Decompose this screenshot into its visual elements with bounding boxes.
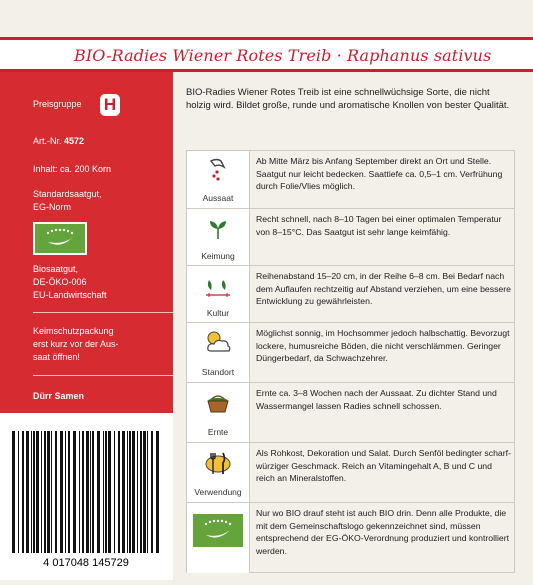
barcode-digits: 4 017048 145729 xyxy=(43,557,129,569)
barcode-bar xyxy=(18,431,19,553)
row-text: Recht schnell, nach 8–10 Tagen bei einer optimalen Temperatur von 8–15°C. Das Saatgut ist sehr lange keimfähig. xyxy=(256,214,502,237)
barcode-bar xyxy=(156,431,159,553)
barcode-bar xyxy=(36,431,39,553)
barcode-bar xyxy=(147,431,148,553)
barcode-bar xyxy=(108,431,111,553)
content-amount: Inhalt: ca. 200 Korn xyxy=(33,164,112,174)
sprout-icon xyxy=(203,213,233,243)
table-row xyxy=(187,502,514,573)
product-title: BIO-Radies Wiener Rotes Treib · Raphanus sativus xyxy=(74,46,492,65)
divider xyxy=(33,312,173,313)
barcode-bar xyxy=(33,431,35,553)
info-table xyxy=(186,150,515,573)
price-group-badge: H xyxy=(100,94,120,116)
eu-organic-logo-icon xyxy=(193,514,243,547)
article-number: Art.-Nr. 4572 xyxy=(33,136,85,146)
table-row xyxy=(187,322,514,383)
barcode xyxy=(0,413,173,580)
barcode-bar xyxy=(82,431,84,553)
barcode-bar xyxy=(51,431,52,553)
barcode-bar xyxy=(31,431,32,553)
barcode-bar xyxy=(151,431,153,553)
barcode-bar xyxy=(103,431,104,553)
barcode-bar xyxy=(47,431,50,553)
barcode-bar xyxy=(65,431,66,553)
barcode-bar xyxy=(143,431,146,553)
barcode-bar xyxy=(105,431,107,553)
barcode-bar xyxy=(129,431,131,553)
row-text: Ernte ca. 3–8 Wochen nach der Aussaat. Zu dichter Stand und Wassermangel lassen Radies schnell schossen. xyxy=(256,388,497,411)
barcode-bar xyxy=(114,431,115,553)
barcode-bar xyxy=(12,431,15,553)
barcode-bar xyxy=(79,431,80,553)
barcode-bar xyxy=(86,431,89,553)
bio-seed-line2: DE-ÖKO-006 xyxy=(33,277,87,287)
intro-text: BIO-Radies Wiener Rotes Treib ist eine schnellwüchsige Sorte, die nicht holzig wird. Bildet große, runde und aromatische Knollen von bester Qualität. xyxy=(186,87,510,111)
plant-spacing-icon xyxy=(203,270,233,300)
row-text: Möglichst sonnig, im Hochsommer jedoch halbschattig. Bevorzugt lockere, humusreiche Böden, die nicht verschlämmen. Geringer Düngerbedarf, da Schwachzehrer. xyxy=(256,328,510,364)
row-text: Reihenabstand 15–20 cm, in der Reihe 6–8 cm. Bei Bedarf nach dem Auflaufen rechtzeitig auf Abstand verziehen, um eine bessere Entwicklung zu gewährleisten. xyxy=(256,271,511,307)
barcode-bar xyxy=(55,431,57,553)
barcode-bar xyxy=(92,431,94,553)
row-text: Ab Mitte März bis Anfang September direkt an Ort und Stelle. Saatgut nur leicht bedecken. Saattiefe ca. 0,5–1 cm. Verfrühung durch Folie/Vlies möglich. xyxy=(256,156,503,192)
sun-cloud-icon xyxy=(203,327,233,357)
title-bar xyxy=(0,37,533,72)
table-row xyxy=(187,151,514,208)
barcode-bar xyxy=(140,431,142,553)
keim-note-line1: Keimschutzpackung xyxy=(33,326,114,336)
bio-seed-line3: EU-Landwirtschaft xyxy=(33,290,107,300)
top-margin xyxy=(0,0,533,37)
barcode-bar xyxy=(90,431,91,553)
barcode-bar xyxy=(137,431,138,553)
fork-knife-icon xyxy=(203,447,233,477)
table-row xyxy=(187,208,514,266)
keim-note-line3: saat öffnen! xyxy=(33,352,80,362)
bio-seed-line1: Biosaatgut, xyxy=(33,264,79,274)
row-label: Verwendung xyxy=(194,487,242,497)
divider xyxy=(33,375,173,376)
seed-hand-icon xyxy=(203,155,233,185)
barcode-bar xyxy=(127,431,128,553)
standard-seed-line2: EG-Norm xyxy=(33,202,71,212)
company-name: Dürr Samen xyxy=(33,391,85,401)
table-row xyxy=(187,265,514,323)
basket-icon xyxy=(203,387,233,417)
table-row xyxy=(187,382,514,443)
barcode-bar xyxy=(122,431,125,553)
table-row xyxy=(187,442,514,503)
barcode-bar xyxy=(60,431,63,553)
standard-seed-line1: Standardsaatgut, xyxy=(33,189,102,199)
barcode-bar xyxy=(118,431,120,553)
keim-note-line2: erst kurz vor der Aus- xyxy=(33,339,119,349)
barcode-bar xyxy=(41,431,42,553)
row-text: Nur wo BIO drauf steht ist auch BIO drin. Denn alle Produkte, die mit dem Gemeinschaftslogo gekennzeichnet sind, müssen entsprechend der EG-ÖKO-Verordnung produziert und kontrolliert werden. xyxy=(256,508,510,556)
barcode-bar xyxy=(44,431,46,553)
row-label: Keimung xyxy=(201,251,235,261)
row-label: Aussaat xyxy=(202,193,234,203)
row-label: Kultur xyxy=(206,308,230,318)
barcode-bar xyxy=(97,431,100,553)
row-label: Standort xyxy=(201,367,235,377)
barcode-bar xyxy=(22,431,24,553)
row-text: Als Rohkost, Dekoration und Salat. Durch Senföl bedingter scharf-würziger Geschmack. Reich an Vitamingehalt A, B und C und reich an Mineralstoffen. xyxy=(256,448,511,484)
barcode-bar xyxy=(73,431,76,553)
barcode-bar xyxy=(68,431,70,553)
price-group-label: Preisgruppe xyxy=(33,99,82,109)
eu-organic-logo-icon xyxy=(33,222,87,255)
barcode-bar xyxy=(26,431,29,553)
barcode-bar xyxy=(132,431,135,553)
row-label: Ernte xyxy=(207,427,229,437)
